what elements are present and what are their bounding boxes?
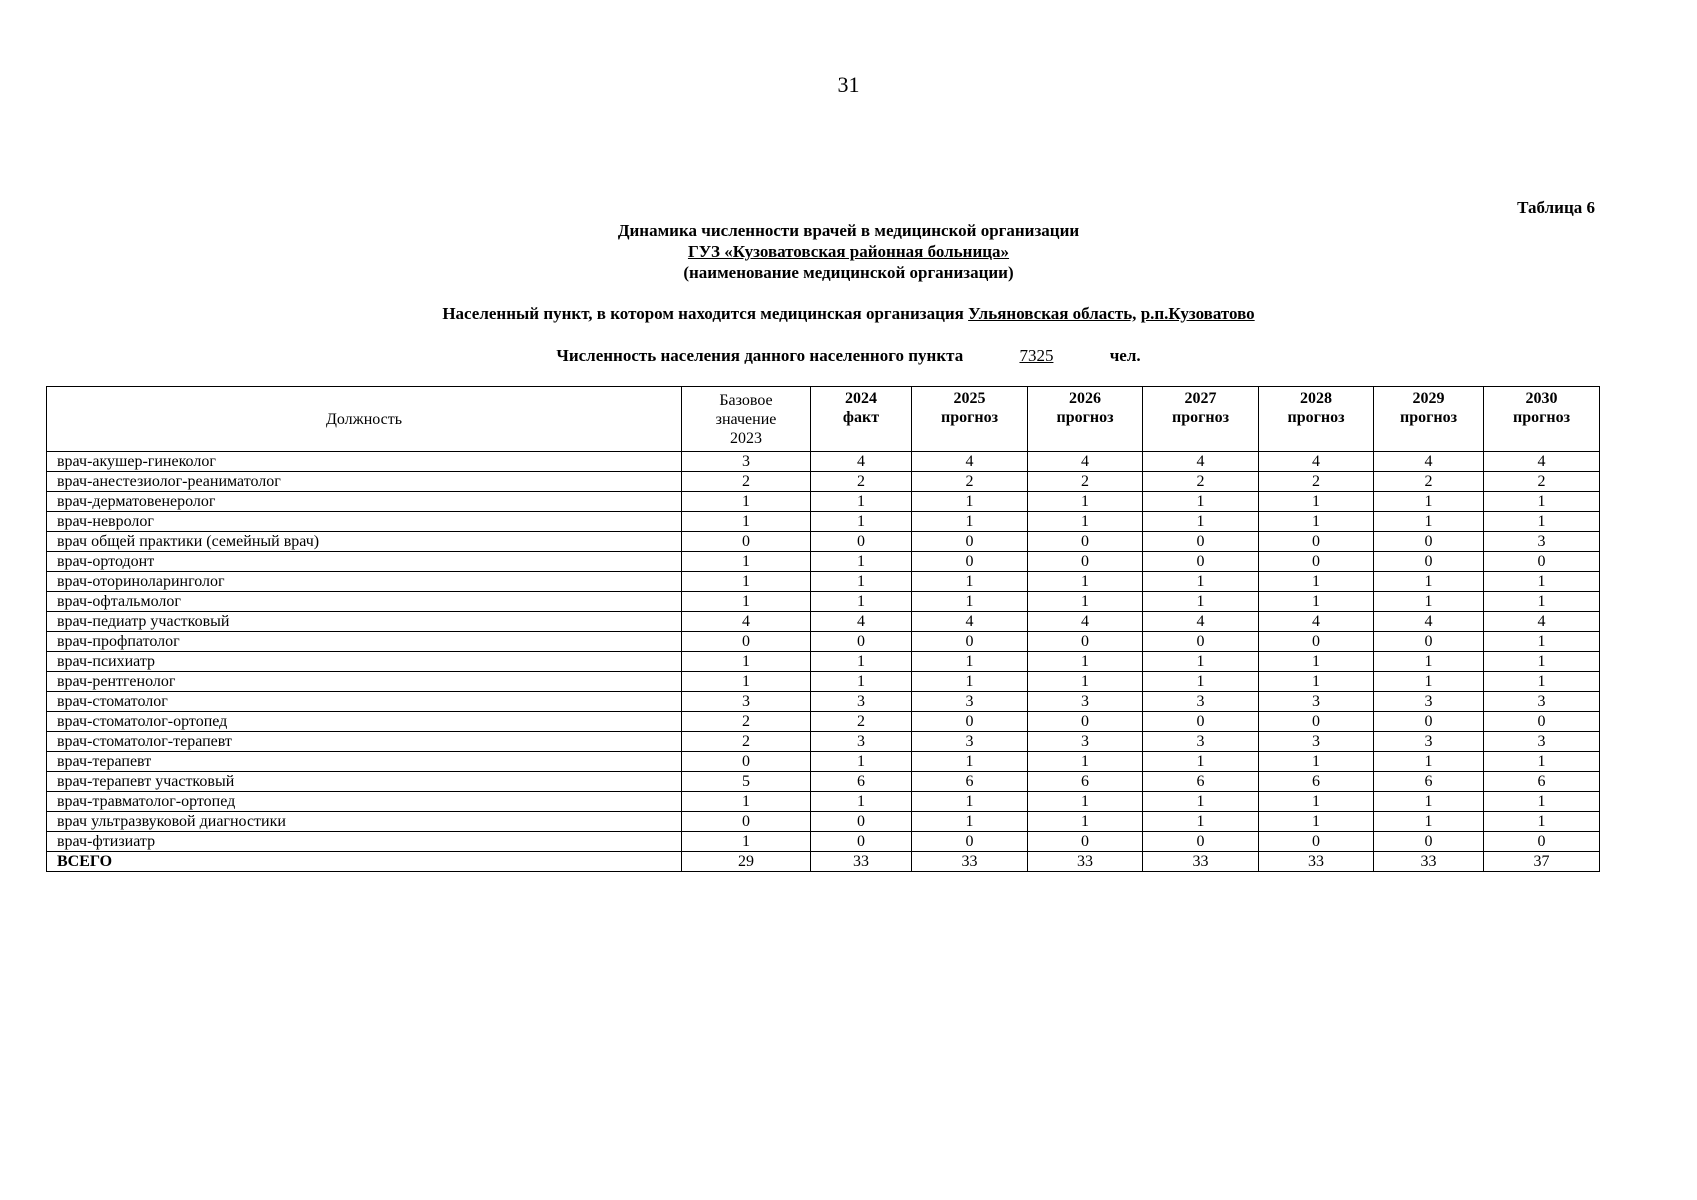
position-cell: врач-ортодонт [47, 552, 682, 572]
value-cell: 3 [1484, 732, 1600, 752]
table-row [47, 732, 1600, 752]
position-cell: врач-фтизиатр [47, 832, 682, 852]
header-2029: 2029 прогноз [1374, 387, 1484, 452]
value-cell: 1 [682, 552, 811, 572]
value-cell: 1 [1143, 652, 1259, 672]
value-cell: 1 [1484, 592, 1600, 612]
value-cell: 0 [912, 552, 1028, 572]
value-cell: 1 [1374, 492, 1484, 512]
value-cell: 2 [811, 472, 912, 492]
value-cell: 3 [1259, 732, 1374, 752]
value-cell: 5 [682, 772, 811, 792]
value-cell: 2 [682, 472, 811, 492]
value-cell: 3 [811, 732, 912, 752]
value-cell: 4 [912, 612, 1028, 632]
position-cell: врач-травматолог-ортопед [47, 792, 682, 812]
value-cell: 1 [811, 592, 912, 612]
value-cell: 4 [912, 452, 1028, 472]
value-cell: 3 [1143, 692, 1259, 712]
value-cell: 33 [811, 852, 912, 872]
value-cell: 1 [1259, 812, 1374, 832]
value-cell: 3 [811, 692, 912, 712]
value-cell: 6 [1259, 772, 1374, 792]
value-cell: 0 [1028, 552, 1143, 572]
value-cell: 4 [682, 612, 811, 632]
value-cell: 33 [1259, 852, 1374, 872]
value-cell: 1 [1259, 672, 1374, 692]
locality-line [0, 304, 1697, 324]
value-cell: 2 [912, 472, 1028, 492]
value-cell: 0 [1484, 552, 1600, 572]
value-cell: 3 [682, 452, 811, 472]
population-line [0, 346, 1697, 366]
value-cell: 1 [682, 512, 811, 532]
value-cell: 1 [912, 812, 1028, 832]
value-cell: 0 [811, 812, 912, 832]
position-cell: врач-профпатолог [47, 632, 682, 652]
value-cell: 1 [1259, 652, 1374, 672]
value-cell: 1 [1028, 492, 1143, 512]
value-cell: 0 [811, 832, 912, 852]
value-cell: 1 [1374, 752, 1484, 772]
value-cell: 0 [1484, 832, 1600, 852]
value-cell: 0 [1143, 632, 1259, 652]
value-cell: 0 [1028, 632, 1143, 652]
table-label: Таблица 6 [1517, 198, 1595, 217]
value-cell: 4 [1143, 612, 1259, 632]
value-cell: 1 [1374, 512, 1484, 532]
value-cell: 0 [1028, 712, 1143, 732]
value-cell: 1 [1259, 572, 1374, 592]
value-cell: 2 [811, 712, 912, 732]
value-cell: 1 [1028, 792, 1143, 812]
value-cell: 1 [1259, 492, 1374, 512]
value-cell: 2 [682, 732, 811, 752]
value-cell: 1 [1028, 592, 1143, 612]
value-cell: 1 [811, 652, 912, 672]
table-row [47, 692, 1600, 712]
table-title [0, 220, 1697, 283]
value-cell: 4 [1484, 612, 1600, 632]
table-row [47, 832, 1600, 852]
value-cell: 1 [1484, 672, 1600, 692]
table-row [47, 492, 1600, 512]
table-body [47, 452, 1600, 872]
value-cell: 4 [1259, 612, 1374, 632]
value-cell: 1 [682, 572, 811, 592]
title-line: Динамика численности врачей в медицинской организации [617, 221, 1080, 240]
value-cell: 1 [912, 752, 1028, 772]
position-cell: врач-невролог [47, 512, 682, 532]
value-cell: 3 [1028, 692, 1143, 712]
value-cell: 1 [912, 652, 1028, 672]
value-cell: 0 [1028, 832, 1143, 852]
value-cell: 0 [912, 632, 1028, 652]
population-value: 7325 [1019, 346, 1054, 365]
value-cell: 1 [682, 652, 811, 672]
value-cell: 29 [682, 852, 811, 872]
table-total-row [47, 852, 1600, 872]
value-cell: 0 [1259, 712, 1374, 732]
value-cell: 6 [1484, 772, 1600, 792]
value-cell: 0 [1374, 712, 1484, 732]
table-row [47, 592, 1600, 612]
value-cell: 0 [811, 532, 912, 552]
locality-region: Ульяновская область, [968, 304, 1137, 323]
value-cell: 4 [811, 452, 912, 472]
value-cell: 0 [1259, 832, 1374, 852]
value-cell: 1 [1143, 792, 1259, 812]
value-cell: 2 [1484, 472, 1600, 492]
organization-name: ГУЗ «Кузоватовская районная больница» [687, 242, 1010, 261]
position-cell: врач-стоматолог-ортопед [47, 712, 682, 732]
value-cell: 1 [1374, 572, 1484, 592]
page-number: 31 [837, 72, 860, 97]
header-2027: 2027 прогноз [1143, 387, 1259, 452]
table-row [47, 472, 1600, 492]
value-cell: 3 [1374, 732, 1484, 752]
value-cell: 3 [1028, 732, 1143, 752]
value-cell: 0 [912, 832, 1028, 852]
value-cell: 1 [1143, 752, 1259, 772]
value-cell: 1 [811, 552, 912, 572]
value-cell: 0 [1259, 552, 1374, 572]
locality-label: Населенный пункт, в котором находится медицинская организация [442, 304, 964, 323]
table-row [47, 792, 1600, 812]
population-unit: чел. [1109, 346, 1141, 365]
value-cell: 1 [1143, 592, 1259, 612]
value-cell: 6 [1028, 772, 1143, 792]
header-base: Базовое значение 2023 [682, 387, 811, 452]
value-cell: 3 [912, 732, 1028, 752]
value-cell: 1 [1374, 792, 1484, 812]
header-2025: 2025 прогноз [912, 387, 1028, 452]
table-row [47, 632, 1600, 652]
value-cell: 0 [1259, 532, 1374, 552]
value-cell: 1 [1484, 792, 1600, 812]
position-cell: врач-психиатр [47, 652, 682, 672]
value-cell: 4 [1484, 452, 1600, 472]
value-cell: 1 [1374, 812, 1484, 832]
position-cell: врач-акушер-гинеколог [47, 452, 682, 472]
value-cell: 1 [912, 492, 1028, 512]
value-cell: 3 [1484, 692, 1600, 712]
position-cell: врач-терапевт [47, 752, 682, 772]
header-2028: 2028 прогноз [1259, 387, 1374, 452]
value-cell: 1 [1028, 752, 1143, 772]
value-cell: 1 [811, 672, 912, 692]
value-cell: 6 [1374, 772, 1484, 792]
value-cell: 6 [1143, 772, 1259, 792]
value-cell: 0 [1374, 832, 1484, 852]
value-cell: 1 [1143, 812, 1259, 832]
value-cell: 2 [1143, 472, 1259, 492]
value-cell: 1 [912, 792, 1028, 812]
value-cell: 0 [1374, 532, 1484, 552]
table-row [47, 652, 1600, 672]
table-row [47, 812, 1600, 832]
value-cell: 1 [1143, 512, 1259, 532]
position-cell: врач-педиатр участковый [47, 612, 682, 632]
table-row [47, 572, 1600, 592]
position-cell: врач общей практики (семейный врач) [47, 532, 682, 552]
value-cell: 1 [912, 592, 1028, 612]
value-cell: 0 [1143, 552, 1259, 572]
value-cell: 1 [1259, 512, 1374, 532]
position-cell: врач-стоматолог-терапевт [47, 732, 682, 752]
value-cell: 2 [1374, 472, 1484, 492]
value-cell: 1 [1028, 812, 1143, 832]
value-cell: 0 [1374, 552, 1484, 572]
value-cell: 0 [682, 532, 811, 552]
position-cell: врач ультразвуковой диагностики [47, 812, 682, 832]
value-cell: 1 [1028, 652, 1143, 672]
table-header-row [47, 387, 1600, 452]
value-cell: 1 [682, 672, 811, 692]
value-cell: 0 [912, 532, 1028, 552]
value-cell: 1 [811, 512, 912, 532]
table-row [47, 752, 1600, 772]
value-cell: 4 [1374, 452, 1484, 472]
value-cell: 1 [1484, 512, 1600, 532]
table-row [47, 452, 1600, 472]
value-cell: 0 [1143, 712, 1259, 732]
value-cell: 4 [811, 612, 912, 632]
value-cell: 33 [1028, 852, 1143, 872]
value-cell: 33 [912, 852, 1028, 872]
value-cell: 1 [682, 592, 811, 612]
value-cell: 2 [682, 712, 811, 732]
position-cell: врач-оториноларинголог [47, 572, 682, 592]
value-cell: 0 [1143, 832, 1259, 852]
value-cell: 6 [912, 772, 1028, 792]
value-cell: 1 [682, 792, 811, 812]
value-cell: 6 [811, 772, 912, 792]
position-cell: врач-рентгенолог [47, 672, 682, 692]
value-cell: 3 [1484, 532, 1600, 552]
value-cell: 0 [682, 632, 811, 652]
value-cell: 0 [1484, 712, 1600, 732]
value-cell: 1 [1259, 592, 1374, 612]
value-cell: 1 [1484, 812, 1600, 832]
doctors-table [46, 386, 1600, 872]
value-cell: 4 [1028, 612, 1143, 632]
value-cell: 1 [1484, 572, 1600, 592]
value-cell: 1 [811, 572, 912, 592]
table-row [47, 532, 1600, 552]
value-cell: 3 [1374, 692, 1484, 712]
value-cell: 4 [1143, 452, 1259, 472]
value-cell: 1 [1028, 572, 1143, 592]
value-cell: 1 [1374, 652, 1484, 672]
table-row [47, 672, 1600, 692]
value-cell: 1 [912, 672, 1028, 692]
organization-caption: (наименование медицинской организации) [683, 263, 1014, 282]
position-cell: врач-терапевт участковый [47, 772, 682, 792]
table-row [47, 612, 1600, 632]
value-cell: 1 [1143, 492, 1259, 512]
value-cell: 0 [682, 812, 811, 832]
value-cell: 4 [1028, 452, 1143, 472]
value-cell: 1 [1374, 592, 1484, 612]
header-2026: 2026 прогноз [1028, 387, 1143, 452]
value-cell: 0 [811, 632, 912, 652]
value-cell: 1 [912, 512, 1028, 532]
value-cell: 1 [1259, 752, 1374, 772]
value-cell: 33 [1143, 852, 1259, 872]
value-cell: 1 [1484, 652, 1600, 672]
value-cell: 0 [912, 712, 1028, 732]
value-cell: 0 [1028, 532, 1143, 552]
value-cell: 1 [1484, 632, 1600, 652]
value-cell: 0 [1374, 632, 1484, 652]
value-cell: 0 [1259, 632, 1374, 652]
position-cell: врач-дерматовенеролог [47, 492, 682, 512]
value-cell: 33 [1374, 852, 1484, 872]
header-position: Должность [47, 387, 682, 452]
position-cell: врач-анестезиолог-реаниматолог [47, 472, 682, 492]
value-cell: 1 [1028, 512, 1143, 532]
value-cell: 4 [1374, 612, 1484, 632]
header-2030: 2030 прогноз [1484, 387, 1600, 452]
value-cell: 1 [1143, 572, 1259, 592]
locality-settlement: р.п.Кузоватово [1140, 304, 1255, 323]
value-cell: 1 [1143, 672, 1259, 692]
table-row [47, 712, 1600, 732]
value-cell: 1 [912, 572, 1028, 592]
value-cell: 1 [811, 492, 912, 512]
value-cell: 0 [1143, 532, 1259, 552]
value-cell: 0 [682, 752, 811, 772]
value-cell: 1 [1259, 792, 1374, 812]
value-cell: 2 [1259, 472, 1374, 492]
value-cell: 3 [1143, 732, 1259, 752]
value-cell: 1 [1484, 752, 1600, 772]
value-cell: 1 [682, 492, 811, 512]
position-cell: врач-офтальмолог [47, 592, 682, 612]
table-row [47, 512, 1600, 532]
value-cell: 1 [811, 792, 912, 812]
value-cell: 1 [1484, 492, 1600, 512]
header-2024: 2024 факт [811, 387, 912, 452]
value-cell: 3 [682, 692, 811, 712]
position-cell: врач-стоматолог [47, 692, 682, 712]
value-cell: 37 [1484, 852, 1600, 872]
value-cell: 3 [912, 692, 1028, 712]
value-cell: 1 [1028, 672, 1143, 692]
table-row [47, 552, 1600, 572]
value-cell: 2 [1028, 472, 1143, 492]
table-row [47, 772, 1600, 792]
position-cell: ВСЕГО [47, 852, 682, 872]
value-cell: 1 [682, 832, 811, 852]
value-cell: 3 [1259, 692, 1374, 712]
value-cell: 1 [811, 752, 912, 772]
value-cell: 4 [1259, 452, 1374, 472]
population-label: Численность населения данного населенного пункта [556, 346, 964, 365]
value-cell: 1 [1374, 672, 1484, 692]
